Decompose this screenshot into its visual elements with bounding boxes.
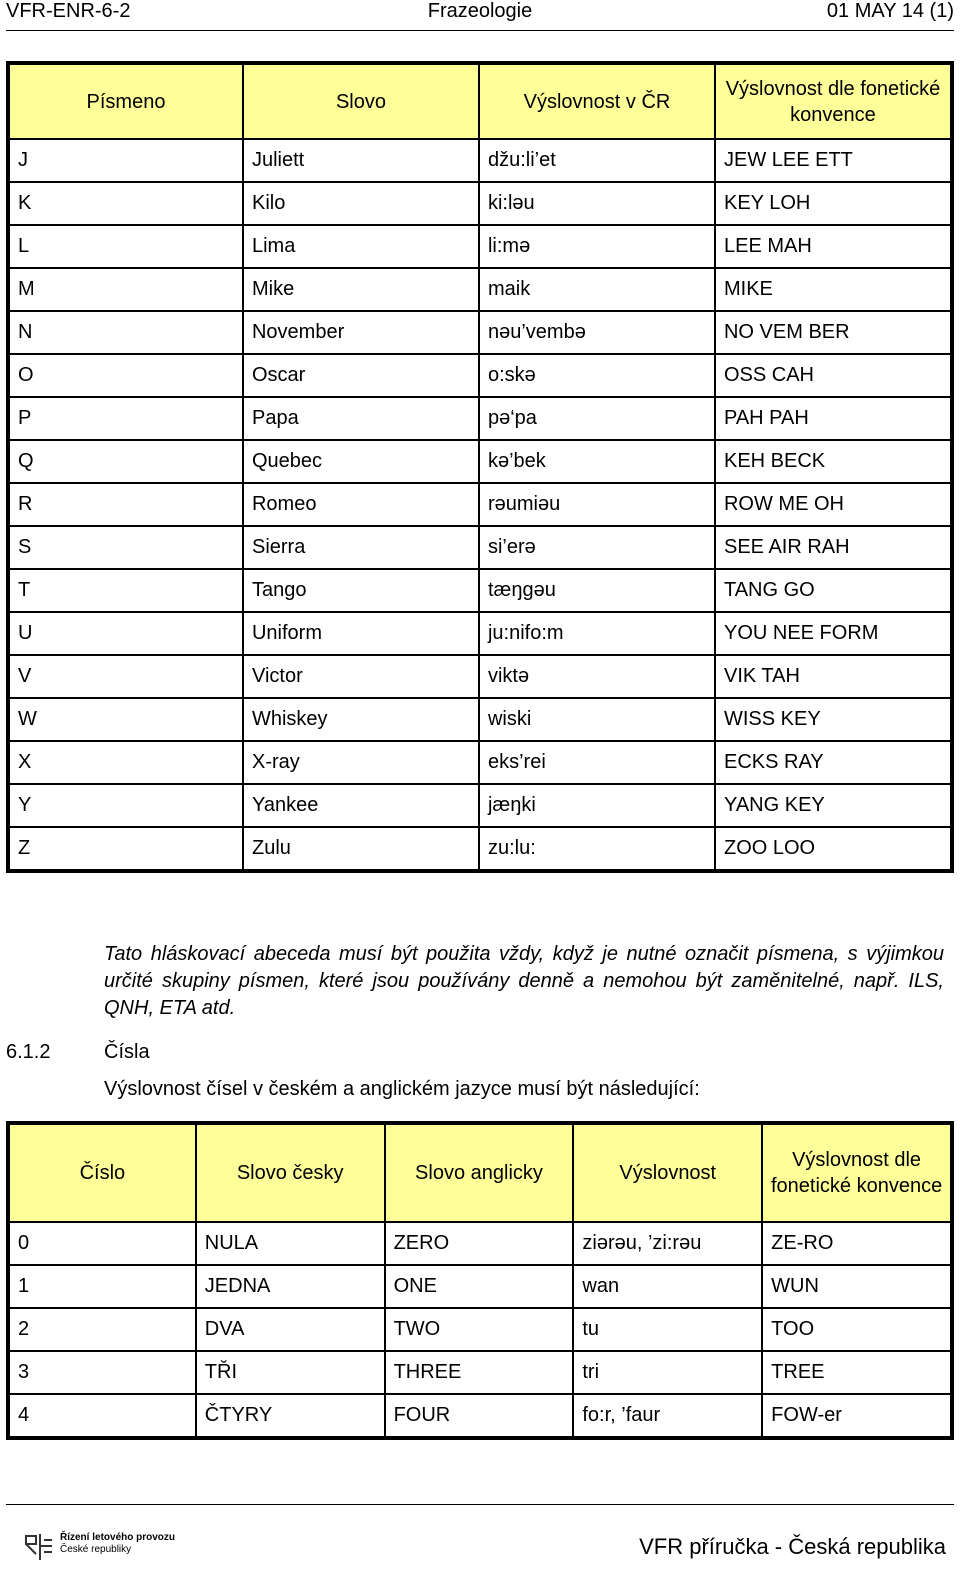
table-row: [8, 182, 952, 225]
table-cell: zu:lu:: [479, 827, 715, 871]
table-cell: DVA: [196, 1308, 385, 1351]
table-cell: TWO: [385, 1308, 574, 1351]
table-cell: V: [8, 655, 243, 698]
table-cell: ju:nifo:m: [479, 612, 715, 655]
table-cell: Oscar: [243, 354, 479, 397]
table-cell: viktə: [479, 655, 715, 698]
table-cell: ONE: [385, 1265, 574, 1308]
col-number: Číslo: [8, 1123, 196, 1222]
table-cell: U: [8, 612, 243, 655]
logo-text-line2: České republiky: [60, 1544, 132, 1555]
table-cell: Uniform: [243, 612, 479, 655]
logo-text-line1: Řízení letového provozu: [60, 1532, 176, 1543]
table-cell: Kilo: [243, 182, 479, 225]
table-cell: fo:r, ’faur: [573, 1394, 762, 1438]
table-row: [8, 655, 952, 698]
col-pronunciation: Výslovnost: [573, 1123, 762, 1222]
table-cell: L: [8, 225, 243, 268]
table-cell: Tango: [243, 569, 479, 612]
table-cell: TANG GO: [715, 569, 952, 612]
table-cell: PAH PAH: [715, 397, 952, 440]
col-phonetic-convention: Výslovnost dle fonetické konvence: [715, 63, 952, 139]
table-row: [8, 1222, 952, 1265]
section-number: 6.1.2: [6, 1041, 51, 1063]
table-cell: TŘI: [196, 1351, 385, 1394]
table-cell: o:skə: [479, 354, 715, 397]
publication-title: VFR příručka - Česká republika: [639, 1534, 946, 1559]
footer-rule: [6, 1504, 954, 1505]
usage-note: Tato hláskovací abeceda musí být použita vždy, když je nutné označit písmena, s výjimkou určité skupiny písmen, které jsou používány denně a nemohou být zaměnitelné, např. ILS, QNH, ETA atd.: [104, 943, 944, 1019]
col-letter: Písmeno: [8, 63, 243, 139]
table-cell: W: [8, 698, 243, 741]
document-code: VFR-ENR-6-2: [6, 0, 131, 22]
table-cell: nəu’vembə: [479, 311, 715, 354]
table-cell: Y: [8, 784, 243, 827]
table-cell: eks’rei: [479, 741, 715, 784]
table-cell: MIKE: [715, 268, 952, 311]
table-row: [8, 827, 952, 871]
table-cell: R: [8, 483, 243, 526]
col-word: Slovo: [243, 63, 479, 139]
table-cell: kə’bek: [479, 440, 715, 483]
table-row: [8, 311, 952, 354]
table-cell: X-ray: [243, 741, 479, 784]
table-cell: 1: [8, 1265, 196, 1308]
table-cell: Whiskey: [243, 698, 479, 741]
table-row: [8, 741, 952, 784]
table-cell: JEW LEE ETT: [715, 139, 952, 182]
header-rule: [6, 30, 954, 31]
table-cell: T: [8, 569, 243, 612]
table-cell: JEDNA: [196, 1265, 385, 1308]
table-cell: Q: [8, 440, 243, 483]
table-cell: November: [243, 311, 479, 354]
table-row: [8, 139, 952, 182]
table-cell: YOU NEE FORM: [715, 612, 952, 655]
rlp-emblem-icon: [22, 1530, 56, 1564]
table-cell: X: [8, 741, 243, 784]
phonetic-alphabet-table: [6, 61, 954, 873]
table-cell: pə‘pa: [479, 397, 715, 440]
table-cell: 3: [8, 1351, 196, 1394]
table-cell: OSS CAH: [715, 354, 952, 397]
table-row: [8, 569, 952, 612]
col-phonetic-convention: Výslovnost dle fonetické konvence: [762, 1123, 952, 1222]
table-cell: J: [8, 139, 243, 182]
table-cell: 0: [8, 1222, 196, 1265]
table-row: [8, 1265, 952, 1308]
table-cell: N: [8, 311, 243, 354]
table-row: [8, 225, 952, 268]
table-cell: Mike: [243, 268, 479, 311]
table-cell: Romeo: [243, 483, 479, 526]
table-cell: tri: [573, 1351, 762, 1394]
table-row: [8, 440, 952, 483]
table-cell: li:mə: [479, 225, 715, 268]
table-cell: Zulu: [243, 827, 479, 871]
table-cell: LEE MAH: [715, 225, 952, 268]
table-cell: K: [8, 182, 243, 225]
table-cell: Z: [8, 827, 243, 871]
table-cell: Sierra: [243, 526, 479, 569]
table-cell: WISS KEY: [715, 698, 952, 741]
table-cell: NO VEM BER: [715, 311, 952, 354]
table-cell: si’erə: [479, 526, 715, 569]
page-header: [6, 0, 954, 28]
table-cell: wan: [573, 1265, 762, 1308]
table-row: [8, 612, 952, 655]
table-cell: TOO: [762, 1308, 952, 1351]
table-cell: WUN: [762, 1265, 952, 1308]
table-cell: ki:ləu: [479, 182, 715, 225]
rlp-logo: [22, 1530, 176, 1564]
table-row: [8, 1351, 952, 1394]
table-cell: S: [8, 526, 243, 569]
table-row: [8, 784, 952, 827]
table-cell: džu:li’et: [479, 139, 715, 182]
table-row: [8, 1394, 952, 1438]
table-header-row: [8, 63, 952, 139]
table-row: [8, 526, 952, 569]
table-cell: tæŋgəu: [479, 569, 715, 612]
table-cell: tu: [573, 1308, 762, 1351]
col-pronunciation-cz: Výslovnost v ČR: [479, 63, 715, 139]
table-cell: Lima: [243, 225, 479, 268]
table-row: [8, 1308, 952, 1351]
table-cell: jæŋki: [479, 784, 715, 827]
table-cell: YANG KEY: [715, 784, 952, 827]
table-row: [8, 354, 952, 397]
table-cell: FOUR: [385, 1394, 574, 1438]
table-cell: Quebec: [243, 440, 479, 483]
table-cell: Victor: [243, 655, 479, 698]
table-row: [8, 698, 952, 741]
section-intro: Výslovnost čísel v českém a anglickém jazyce musí být následující:: [104, 1078, 700, 1100]
table-cell: NULA: [196, 1222, 385, 1265]
table-cell: SEE AIR RAH: [715, 526, 952, 569]
table-cell: ČTYRY: [196, 1394, 385, 1438]
table-header-row: [8, 1123, 952, 1222]
table-cell: maik: [479, 268, 715, 311]
col-word-english: Slovo anglicky: [385, 1123, 574, 1222]
table-row: [8, 483, 952, 526]
table-cell: VIK TAH: [715, 655, 952, 698]
table-cell: M: [8, 268, 243, 311]
table-cell: Papa: [243, 397, 479, 440]
table-cell: THREE: [385, 1351, 574, 1394]
table-cell: ROW ME OH: [715, 483, 952, 526]
table-cell: wiski: [479, 698, 715, 741]
numbers-table: [6, 1121, 954, 1440]
col-word-czech: Slovo česky: [196, 1123, 385, 1222]
table-cell: KEH BECK: [715, 440, 952, 483]
table-cell: 2: [8, 1308, 196, 1351]
section-title: Čísla: [104, 1041, 150, 1063]
table-cell: Yankee: [243, 784, 479, 827]
table-cell: KEY LOH: [715, 182, 952, 225]
table-cell: ZOO LOO: [715, 827, 952, 871]
effective-date: 01 MAY 14 (1): [826, 0, 954, 22]
table-cell: ziərəu, ’zi:rəu: [573, 1222, 762, 1265]
table-cell: Juliett: [243, 139, 479, 182]
chapter-title: Frazeologie: [427, 0, 533, 22]
table-cell: ECKS RAY: [715, 741, 952, 784]
table-cell: TREE: [762, 1351, 952, 1394]
table-cell: 4: [8, 1394, 196, 1438]
table-row: [8, 268, 952, 311]
table-cell: O: [8, 354, 243, 397]
table-cell: ZERO: [385, 1222, 574, 1265]
table-cell: FOW-er: [762, 1394, 952, 1438]
table-row: [8, 397, 952, 440]
table-cell: rəumiəu: [479, 483, 715, 526]
table-cell: ZE-RO: [762, 1222, 952, 1265]
table-cell: P: [8, 397, 243, 440]
